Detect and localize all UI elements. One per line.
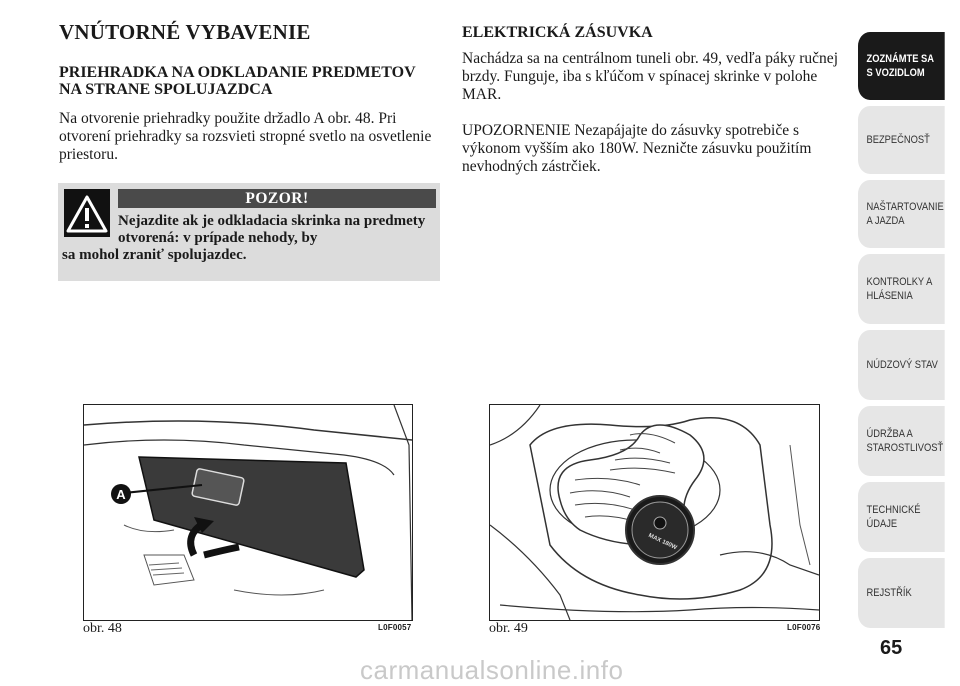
tab-label: KONTROLKY A HLÁSENIA xyxy=(866,276,932,302)
glovebox-heading: PRIEHRADKA NA ODKLADANIE PREDMETOV NA STRANE SPOLUJAZDCA xyxy=(59,64,416,98)
figure-power-socket xyxy=(489,404,820,621)
warning-text-rest: sa mohol zraniť spolujazdec. xyxy=(62,247,247,263)
tab-technical-data[interactable] xyxy=(858,482,945,552)
warning-label: POZOR! xyxy=(118,189,436,208)
tab-emergency[interactable] xyxy=(858,330,945,400)
figure-49-code: L0F0076 xyxy=(787,623,821,632)
watermark: carmanualsonline.info xyxy=(360,655,624,685)
figure-48-caption: obr. 48 xyxy=(83,621,122,636)
page-number: 65 xyxy=(880,637,903,659)
tab-starting-driving[interactable] xyxy=(858,180,945,248)
tab-getting-to-know[interactable] xyxy=(858,32,945,100)
tab-label: BEZPEČNOSŤ xyxy=(866,134,930,146)
figure-glovebox xyxy=(83,404,413,621)
callout-a: A xyxy=(116,487,126,502)
glovebox-paragraph: Na otvorenie priehradky použite držadlo A obr. 48. Pri otvorení priehradky sa rozsvieti stropné svetlo na osvetlenie priestoru. xyxy=(59,110,432,163)
socket-max-label: MAX 180W xyxy=(647,532,678,552)
tab-label: TECHNICKÉ ÚDAJE xyxy=(866,504,921,530)
socket-heading: ELEKTRICKÁ ZÁSUVKA xyxy=(462,24,653,41)
socket-paragraph: Nachádza sa na centrálnom tuneli obr. 49, vedľa páky ručnej brzdy. Funguje, iba s kľúčom v spínacej skrinke v polohe MAR. xyxy=(462,50,838,103)
socket-notice: UPOZORNENIE Nezapájajte do zásuvky spotrebiče s výkonom vyšším ako 180W. Nezničte zásuvku použitím nevhodných zástrčiek. xyxy=(462,122,812,175)
tab-label: ÚDRŽBA A STAROSTLIVOSŤ xyxy=(866,428,944,454)
tab-label: ZOZNÁMTE SA S VOZIDLOM xyxy=(866,53,934,79)
tab-index[interactable] xyxy=(858,558,945,628)
tab-label: NAŠTARTOVANIE A JAZDA xyxy=(866,201,944,227)
section-title: VNÚTORNÉ VYBAVENIE xyxy=(59,20,311,44)
tab-label: REJSTŘÍK xyxy=(866,587,912,599)
warning-text-first: Nejazdite ak je odkladacia skrinka na predmety otvorená: v prípade nehody, by xyxy=(118,213,426,246)
figure-49-caption: obr. 49 xyxy=(489,621,528,636)
tab-maintenance[interactable] xyxy=(858,406,945,476)
figure-48-code: L0F0057 xyxy=(378,623,412,632)
tab-warning-lights[interactable] xyxy=(858,254,945,324)
warning-text xyxy=(62,213,434,264)
tab-label: NÚDZOVÝ STAV xyxy=(866,359,938,371)
tab-safety[interactable] xyxy=(858,106,945,174)
